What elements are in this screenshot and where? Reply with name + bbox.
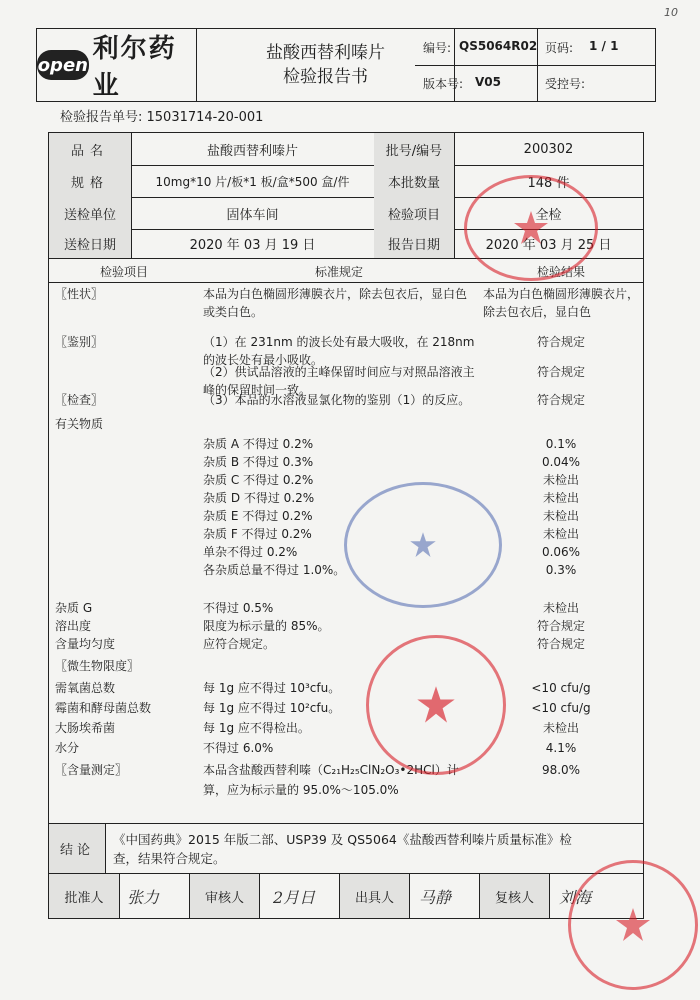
col-standard-header: 标准规定: [314, 264, 363, 279]
unit-label: 送检单位: [49, 197, 131, 229]
recheck-signature: 刘海: [559, 888, 592, 907]
row-result: 98.0%: [541, 763, 581, 777]
item-value: 全检: [535, 207, 562, 223]
row-standard: 杂质 B 不得过 0.3%: [203, 455, 314, 469]
company-logo: [37, 29, 197, 101]
row-item: 水分: [55, 741, 80, 755]
row-result: 符合规定: [536, 365, 585, 379]
row-standard: 限度为标示量的 85%。: [203, 619, 330, 633]
unit-value: 固体车间: [226, 207, 279, 223]
conclusion-line-2: 查，结果符合规定。: [113, 851, 226, 866]
conclusion-text: [113, 830, 639, 868]
row-item: 〖含量测定〗: [55, 763, 128, 777]
row-standard: 每 1g 应不得检出。: [203, 721, 310, 735]
row-standard: 算，应为标示量的 95.0%～105.0%: [203, 783, 399, 797]
qty-label: 本批数量: [374, 165, 454, 197]
row-item: 〖微生物限度〗: [55, 659, 140, 673]
quality-management-stamp: [366, 635, 506, 775]
row-standard: （1）在 231nm 的波长处有最大吸收，在 218nm 的波长处有最小吸收。: [203, 335, 475, 367]
row-item: 大肠埃希菌: [55, 721, 116, 735]
row-standard: 各杂质总量不得过 1.0%。: [203, 563, 346, 577]
row-standard: 每 1g 应不得过 10²cfu。: [203, 701, 341, 715]
row-standard: 本品含盐酸西替利嗪（C₂₁H₂₅ClN₂O₃•2HCl）计: [203, 763, 459, 777]
distributor-stamp: [568, 860, 698, 990]
row-result: 4.1%: [545, 741, 577, 755]
row-standard: 杂质 D 不得过 0.2%: [203, 491, 315, 505]
row-item: 有关物质: [55, 417, 104, 431]
row-result: 符合规定: [536, 393, 585, 407]
col-result-header: 检验结果: [536, 264, 585, 279]
qc-department-stamp: [344, 482, 502, 608]
title-line-2: 检验报告书: [283, 67, 368, 87]
issuer-label: 出具人: [340, 874, 409, 918]
row-result: 本品为白色椭圆形薄膜衣片，除去包衣后，显白色: [483, 287, 640, 319]
row-standard: 杂质 F 不得过 0.2%: [203, 527, 312, 541]
row-item: 〖性状〗: [55, 287, 104, 301]
item-label: 检验项目: [374, 197, 454, 229]
row-standard: 杂质 E 不得过 0.2%: [203, 509, 313, 523]
star-icon: [613, 905, 653, 945]
row-standard: 不得过 6.0%: [203, 741, 274, 755]
star-icon: [511, 208, 551, 248]
row-result: 未检出: [542, 601, 579, 615]
row-result: <10 cfu/g: [531, 681, 591, 695]
row-standard: 杂质 C 不得过 0.2%: [203, 473, 314, 487]
conclusion-label: 结论: [49, 824, 105, 873]
row-result: 未检出: [542, 527, 579, 541]
code-value: QS5064R02: [459, 39, 538, 53]
product-value: 盐酸西替利嗪片: [206, 143, 298, 159]
row-item: 杂质 G: [55, 601, 93, 615]
row-result: <10 cfu/g: [531, 701, 591, 715]
page-value: 1 / 1: [589, 39, 619, 53]
batch-value: 200302: [523, 141, 574, 157]
approver-label: 批准人: [49, 874, 119, 918]
recheck-label: 复核人: [480, 874, 549, 918]
company-qc-stamp: [464, 175, 598, 281]
row-result: 0.1%: [545, 437, 577, 451]
report-date-value: 2020 年 03 月 25 日: [485, 238, 612, 253]
report-date-label: 报告日期: [374, 229, 454, 258]
send-date-value: 2020 年 03 月 19 日: [189, 238, 316, 253]
row-result: 0.3%: [545, 563, 577, 577]
page-label: 页码:: [545, 41, 574, 55]
spec-value: 10mg*10 片/板*1 板/盒*500 盒/件: [155, 174, 350, 189]
code-label: 编号:: [423, 41, 452, 55]
star-icon: [414, 683, 458, 727]
row-item: 含量均匀度: [55, 637, 116, 651]
row-result: 符合规定: [536, 637, 585, 651]
qty-value: 148 件: [527, 175, 570, 191]
star-icon: [408, 530, 438, 560]
controlled-label: 受控号:: [545, 77, 586, 91]
row-standard: 应符合规定。: [203, 637, 276, 651]
title-line-1: 盐酸西替利嗪片: [266, 43, 385, 63]
row-result: 未检出: [542, 721, 579, 735]
report-number: 检验报告单号: 15031714-20-001: [60, 110, 264, 125]
row-item: 霉菌和酵母菌总数: [55, 701, 152, 715]
row-item: 需氧菌总数: [55, 681, 116, 695]
row-result: 0.04%: [541, 455, 581, 469]
row-result: 未检出: [542, 473, 579, 487]
row-standard: 本品为白色椭圆形薄膜衣片，除去包衣后，显白色或类白色。: [203, 287, 468, 319]
row-standard: 每 1g 应不得过 10³cfu。: [203, 681, 341, 695]
row-standard: 单杂不得过 0.2%: [203, 545, 298, 559]
batch-label: 批号/编号: [374, 133, 454, 165]
send-date-label: 送检日期: [49, 229, 131, 258]
row-result: 0.06%: [541, 545, 581, 559]
corner-mark: 10: [664, 6, 678, 19]
approver-signature: 张力: [127, 888, 160, 907]
row-standard: 不得过 0.5%: [203, 601, 274, 615]
reviewer-signature: 2月日: [273, 888, 316, 907]
col-item-header: 检验项目: [99, 264, 148, 279]
spec-label: 规格: [49, 165, 131, 197]
row-result: 符合规定: [536, 335, 585, 349]
reviewer-label: 审核人: [190, 874, 259, 918]
version-value: V05: [475, 75, 501, 89]
row-result: 未检出: [542, 509, 579, 523]
logo-brand: 利尔药业: [92, 34, 177, 101]
row-standard: （2）供试品溶液的主峰保留时间应与对照品溶液主峰的保留时间一致。: [203, 365, 475, 397]
row-item: 〖检查〗: [55, 393, 104, 407]
row-item: 〖鉴别〗: [55, 335, 104, 349]
document-header: [36, 28, 656, 102]
logo-mark: open: [37, 50, 89, 80]
row-result: 未检出: [542, 491, 579, 505]
row-item: 溶出度: [55, 619, 92, 633]
product-label: 品名: [49, 133, 131, 165]
row-standard: 杂质 A 不得过 0.2%: [203, 437, 314, 451]
conclusion-line-1: 《中国药典》2015 年版二部、USP39 及 QS5064《盐酸西替利嗪片质量标准》检: [113, 832, 572, 847]
issuer-signature: 马静: [419, 888, 452, 907]
header-divider: [415, 65, 655, 66]
version-label: 版本号:: [423, 77, 464, 91]
row-result: 符合规定: [536, 619, 585, 633]
row-standard: （3）本品的水溶液显氯化物的鉴别（1）的反应。: [203, 393, 471, 407]
